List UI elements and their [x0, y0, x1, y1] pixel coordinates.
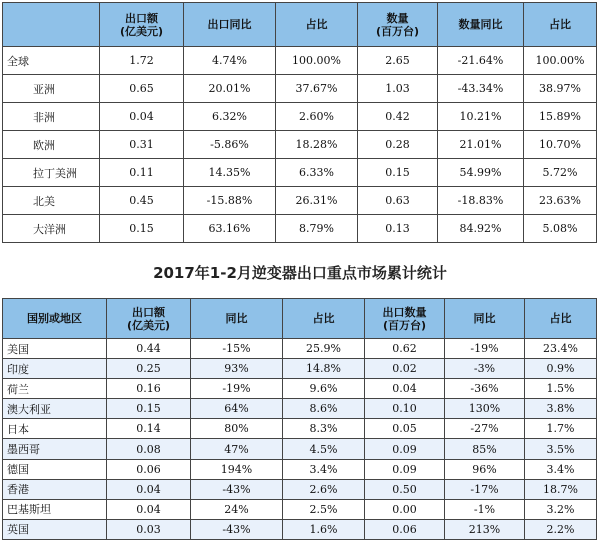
row-label: 印度: [3, 359, 107, 379]
table-cell: 8.3%: [283, 419, 365, 439]
table-row: [3, 187, 597, 215]
table-cell: 0.13: [358, 215, 438, 243]
table-cell: 3.8%: [525, 399, 597, 419]
column-header: 出口数量 (百万台): [365, 299, 445, 339]
header-row: [3, 3, 597, 47]
table-row: [3, 479, 597, 499]
table-cell: 2.65: [358, 47, 438, 75]
table-cell: 1.7%: [525, 419, 597, 439]
table-cell: 5.72%: [524, 159, 597, 187]
row-label: 英国: [3, 519, 107, 539]
table-title: 2017年1-2月逆变器出口重点市场累计统计: [153, 264, 447, 282]
table-cell: -3%: [445, 359, 525, 379]
column-header: 同比: [445, 299, 525, 339]
table-cell: 23.63%: [524, 187, 597, 215]
table-row: [3, 103, 597, 131]
table-cell: 0.15: [107, 399, 191, 419]
row-label: 拉丁美洲: [3, 159, 100, 187]
table-cell: -17%: [445, 479, 525, 499]
table-cell: 0.62: [365, 339, 445, 359]
table-cell: 2.60%: [276, 103, 358, 131]
column-header: 占比: [283, 299, 365, 339]
table-cell: 4.5%: [283, 439, 365, 459]
table-cell: 0.02: [365, 359, 445, 379]
table-cell: 1.5%: [525, 379, 597, 399]
table-cell: -27%: [445, 419, 525, 439]
table-cell: 26.31%: [276, 187, 358, 215]
table-cell: 8.79%: [276, 215, 358, 243]
region-export-table: [2, 2, 597, 243]
column-header: 占比: [524, 3, 597, 47]
row-label: 全球: [3, 47, 100, 75]
table-cell: 2.6%: [283, 479, 365, 499]
table-row: [3, 399, 597, 419]
table-cell: 18.28%: [276, 131, 358, 159]
row-label: 欧洲: [3, 131, 100, 159]
table-row: [3, 379, 597, 399]
table-cell: 0.25: [107, 359, 191, 379]
table-row: [3, 47, 597, 75]
table-cell: 0.08: [107, 439, 191, 459]
table-cell: 14.8%: [283, 359, 365, 379]
table-cell: 0.9%: [525, 359, 597, 379]
table-cell: 0.05: [365, 419, 445, 439]
row-label: 日本: [3, 419, 107, 439]
table-cell: 6.32%: [184, 103, 276, 131]
table-cell: 18.7%: [525, 479, 597, 499]
column-header: 占比: [276, 3, 358, 47]
table-cell: 213%: [445, 519, 525, 539]
table-cell: 0.10: [365, 399, 445, 419]
table-cell: 63.16%: [184, 215, 276, 243]
table-cell: 130%: [445, 399, 525, 419]
header-row: [3, 299, 597, 339]
row-label: 亚洲: [3, 75, 100, 103]
table-cell: -15.88%: [184, 187, 276, 215]
table-cell: -19%: [445, 339, 525, 359]
table-cell: 9.6%: [283, 379, 365, 399]
row-label: 非洲: [3, 103, 100, 131]
table-row: [3, 75, 597, 103]
table-cell: 0.31: [100, 131, 184, 159]
row-label: 大洋洲: [3, 215, 100, 243]
table-cell: 24%: [191, 499, 283, 519]
column-header: 同比: [191, 299, 283, 339]
table-cell: 25.9%: [283, 339, 365, 359]
table-cell: 1.03: [358, 75, 438, 103]
table-cell: 80%: [191, 419, 283, 439]
table-cell: 54.99%: [438, 159, 524, 187]
table-cell: 47%: [191, 439, 283, 459]
table-cell: 6.33%: [276, 159, 358, 187]
table-cell: 0.06: [107, 459, 191, 479]
table-row: [3, 215, 597, 243]
table-cell: 0.11: [100, 159, 184, 187]
table-row: [3, 159, 597, 187]
row-label: 墨西哥: [3, 439, 107, 459]
row-label: 美国: [3, 339, 107, 359]
row-label: 澳大利亚: [3, 399, 107, 419]
table-cell: 100.00%: [276, 47, 358, 75]
table-cell: 0.04: [100, 103, 184, 131]
table-cell: 0.00: [365, 499, 445, 519]
table-row: [3, 131, 597, 159]
table-cell: 4.74%: [184, 47, 276, 75]
table-cell: 0.42: [358, 103, 438, 131]
table-row: [3, 339, 597, 359]
row-label: 香港: [3, 479, 107, 499]
table-cell: 2.5%: [283, 499, 365, 519]
table-cell: -15%: [191, 339, 283, 359]
column-header: 出口额 (亿美元): [107, 299, 191, 339]
column-header: 占比: [525, 299, 597, 339]
table-cell: 0.15: [358, 159, 438, 187]
table-cell: 0.09: [365, 439, 445, 459]
table-cell: 0.03: [107, 519, 191, 539]
table-cell: 0.15: [100, 215, 184, 243]
row-label: 德国: [3, 459, 107, 479]
table-cell: 3.4%: [525, 459, 597, 479]
table-cell: 0.04: [107, 499, 191, 519]
table-cell: 0.14: [107, 419, 191, 439]
table-cell: 38.97%: [524, 75, 597, 103]
table-cell: 0.50: [365, 479, 445, 499]
column-header: 出口额 (亿美元): [100, 3, 184, 47]
table-cell: -43%: [191, 479, 283, 499]
table-cell: 21.01%: [438, 131, 524, 159]
table-cell: -18.83%: [438, 187, 524, 215]
column-header: 数量同比: [438, 3, 524, 47]
table-cell: 0.06: [365, 519, 445, 539]
table-cell: 0.28: [358, 131, 438, 159]
table-cell: 3.4%: [283, 459, 365, 479]
table-cell: 20.01%: [184, 75, 276, 103]
table-row: [3, 499, 597, 519]
table-cell: -36%: [445, 379, 525, 399]
table-cell: 96%: [445, 459, 525, 479]
table-cell: 0.04: [107, 479, 191, 499]
table-cell: -19%: [191, 379, 283, 399]
table-cell: 10.21%: [438, 103, 524, 131]
column-header: 出口同比: [184, 3, 276, 47]
table-cell: 2.2%: [525, 519, 597, 539]
table-cell: 100.00%: [524, 47, 597, 75]
table-cell: 37.67%: [276, 75, 358, 103]
table-cell: 1.72: [100, 47, 184, 75]
table-cell: -43%: [191, 519, 283, 539]
row-label: 巴基斯坦: [3, 499, 107, 519]
row-label: 荷兰: [3, 379, 107, 399]
table-cell: 0.44: [107, 339, 191, 359]
table-row: [3, 439, 597, 459]
table-cell: 10.70%: [524, 131, 597, 159]
row-label: 北美: [3, 187, 100, 215]
table-cell: 0.09: [365, 459, 445, 479]
table-cell: 3.5%: [525, 439, 597, 459]
table-row: [3, 519, 597, 539]
table-cell: 93%: [191, 359, 283, 379]
column-header: 国别或地区: [3, 299, 107, 339]
table-cell: 5.08%: [524, 215, 597, 243]
column-header: 数量 (百万台): [358, 3, 438, 47]
table-cell: 14.35%: [184, 159, 276, 187]
table-row: [3, 359, 597, 379]
table-row: [3, 419, 597, 439]
table-cell: 15.89%: [524, 103, 597, 131]
table-cell: 194%: [191, 459, 283, 479]
table-row: [3, 459, 597, 479]
table-cell: 0.63: [358, 187, 438, 215]
table-cell: 64%: [191, 399, 283, 419]
table-cell: 23.4%: [525, 339, 597, 359]
table-cell: -1%: [445, 499, 525, 519]
column-header: [3, 3, 100, 47]
table-cell: 84.92%: [438, 215, 524, 243]
table-cell: 0.45: [100, 187, 184, 215]
table-cell: -5.86%: [184, 131, 276, 159]
table-cell: 85%: [445, 439, 525, 459]
table-cell: 8.6%: [283, 399, 365, 419]
table-cell: 1.6%: [283, 519, 365, 539]
table-cell: 0.16: [107, 379, 191, 399]
table-cell: 0.65: [100, 75, 184, 103]
table-cell: -21.64%: [438, 47, 524, 75]
country-export-table: [2, 298, 597, 540]
table-cell: 0.04: [365, 379, 445, 399]
table-cell: 3.2%: [525, 499, 597, 519]
table-cell: -43.34%: [438, 75, 524, 103]
